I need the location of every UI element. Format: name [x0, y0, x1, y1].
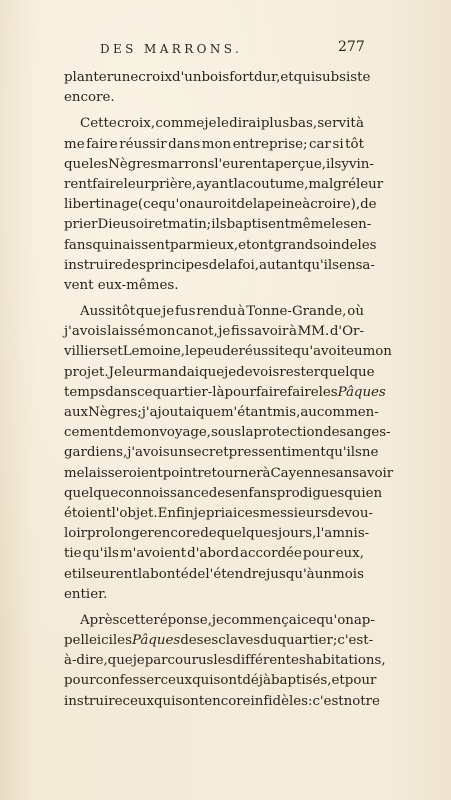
text-line: instruire ceux qui sont encore infidèles : c'est notre: [64, 693, 380, 709]
text-line: pour confesser ceux qui sont déjà baptisés, et pour: [64, 673, 377, 689]
text-line: cement de mon voyage, sous la protection des anges-: [64, 425, 391, 441]
text-line: tie qu'ils m'avoient d'abord accordée pour eux,: [64, 546, 364, 562]
text-line: et ils eurent la bonté de l'étendre jusqu'à un mois: [64, 566, 364, 582]
text-line: libertinage (ce qu'on auroit de la peine à croire), de: [64, 197, 377, 213]
text-line: quelque connoissance des enfans prodigues qui en: [64, 485, 383, 501]
text-line: villiers et Lemoine, le peu de réussite qu'avoit eu mon: [64, 344, 392, 360]
text-line: prier Dieu soir et matin; ils baptisent même les en-: [64, 217, 372, 233]
text-line: encore.: [64, 90, 115, 106]
text-line: gardiens, j'avois un secret pressentiment qu'ils ne: [64, 445, 379, 461]
text-line: rent faire leur prière, ayant la coutume, malgré leur: [64, 176, 384, 192]
paragraph: [64, 302, 394, 605]
text-line: Après cette réponse, je commençai ce qu'on ap-: [80, 612, 375, 628]
text-line: fans qui naissent parmi eux, et ont grand soin de les: [64, 237, 377, 253]
text-line: Aussitôt que je fus rendu à Tonne-Grande, où: [80, 304, 364, 320]
text-line: étoient l'objet. Enfin je priai ces messieurs de vou-: [64, 505, 373, 521]
running-head: DES MARRONS.: [100, 42, 243, 56]
text-line: vent eux-mêmes.: [64, 277, 179, 293]
paragraph: [64, 114, 384, 296]
text-line: me faire réussir dans mon entreprise; car si tôt: [64, 136, 364, 152]
paragraph: [64, 611, 386, 712]
text-line: pelle ici les Pâques des esclaves du quartier; c'est-: [64, 633, 374, 649]
text-line: entier.: [64, 586, 108, 602]
page-number: 277: [338, 39, 365, 55]
text-line: à-dire, que je parcourus les différentes habitations,: [64, 653, 386, 669]
text-line: que les Nègres marrons l'eurent aperçue, ils y vin-: [64, 156, 374, 172]
body-text: [64, 68, 394, 712]
text-line: me laisseroient point retourner à Cayenne sans avoir: [64, 465, 394, 481]
paragraph: [64, 68, 371, 108]
text-line: loir prolonger encore de quelques jours, l'amnis-: [64, 526, 370, 542]
text-line: temps dans ce quartier-là pour faire faire les Pâques: [64, 384, 386, 400]
text-line: j'avois laissé mon canot, je fis savoir à MM. d'Or-: [64, 324, 364, 340]
text-line: Cette croix, comme je le dirai plus bas, servit à: [80, 116, 364, 132]
text-line: aux Nègres; j'ajoutai que m'étant mis, au commen-: [64, 405, 379, 420]
text-line: planter une croix d'un bois fort dur, et qui subsiste: [64, 70, 371, 85]
text-line: projet. Je leur mandai que je devois rester quelque: [64, 364, 375, 380]
text-line: instruire des principes de la foi, autant qu'ils en sa-: [64, 257, 375, 273]
